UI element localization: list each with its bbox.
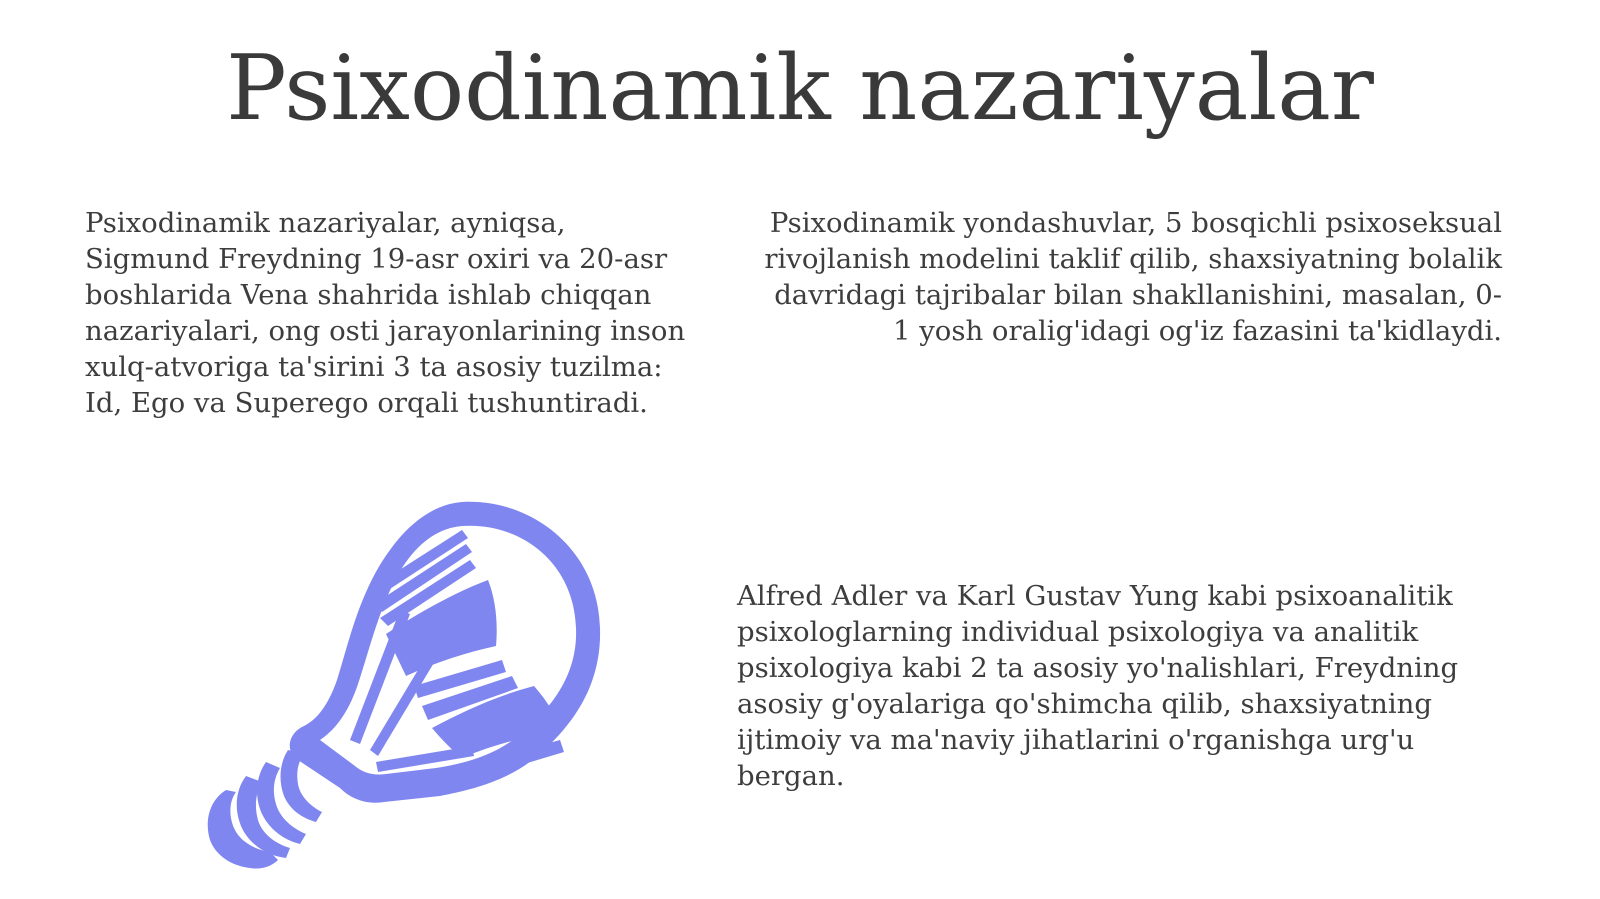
paragraph-adler-jung: Alfred Adler va Karl Gustav Yung kabi psixoanalitik psixologlarning individual psixologiya va analitik psixologiya kabi 2 ta asosiy yo'nalishlari, Freydning asosiy g'oyalariga qo'shimcha qilib, shaxsiyatning ijtimoiy va ma'naviy jihatlarini o'rganishga urg'u bergan. (737, 580, 1459, 792)
paragraph-freud-theories: Psixodinamik nazariyalar, ayniqsa, Sigmund Freydning 19-asr oxiri va 20-asr boshlarida Vena shahrida ishlab chiqqan nazariyalari, ong osti jarayonlarining inson xulq-atvoriga ta'sirini 3 ta asosiy tuzilma: Id, Ego va Superego orqali tushuntiradi. (85, 207, 686, 419)
lightbulb-book-icon (200, 500, 630, 870)
paragraph-psychosexual-stages: Psixodinamik yondashuvlar, 5 bosqichli psixoseksual rivojlanish modelini taklif qilib, shaxsiyatning bolalik davridagi tajribalar bilan shakllanishini, masalan, 0-1 yosh oralig'idagi og'iz fazasini ta'kidlaydi. (764, 207, 1502, 347)
slide-title: Psixodinamik nazariyalar (226, 36, 1374, 141)
